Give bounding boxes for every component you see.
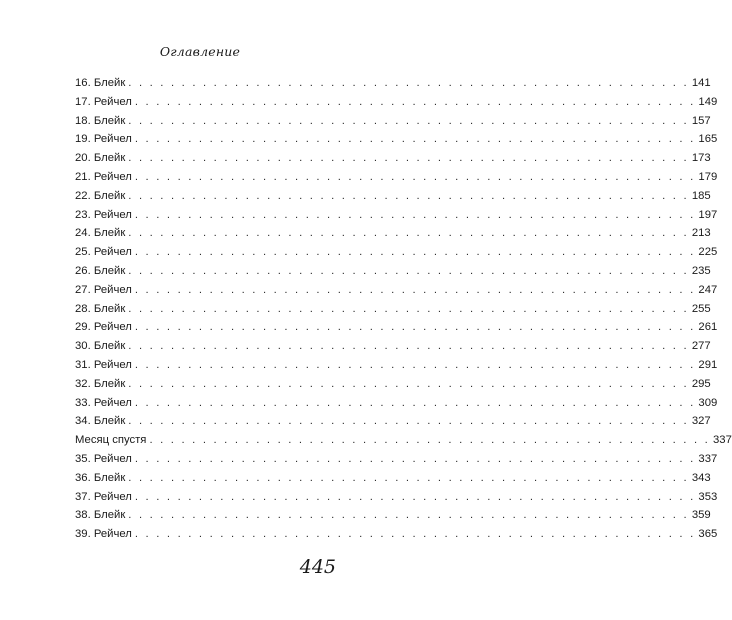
toc-dot-leader: . . . . . . . . . . . . . . . . . . . . . . . . . . . . . . . . . . . . . . . . . . . . . . . . . . . . .	[149, 434, 710, 447]
toc-dot-leader: . . . . . . . . . . . . . . . . . . . . . . . . . . . . . . . . . . . . . . . . . . . . . . . . . . . . .	[128, 302, 689, 315]
toc-dot-leader: . . . . . . . . . . . . . . . . . . . . . . . . . . . . . . . . . . . . . . . . . . . . . . . . . . . . .	[128, 77, 689, 89]
table-of-contents	[75, 74, 732, 544]
toc-dot-leader: . . . . . . . . . . . . . . . . . . . . . . . . . . . . . . . . . . . . . . . . . . . . . . . . . . . . .	[128, 264, 689, 277]
toc-dot-leader: . . . . . . . . . . . . . . . . . . . . . . . . . . . . . . . . . . . . . . . . . . . . . . . . . . . . .	[134, 283, 696, 296]
toc-entry	[75, 187, 711, 206]
toc-entry-title: 17. Рейчел	[75, 95, 132, 108]
toc-entry	[75, 488, 718, 507]
toc-entry	[75, 356, 718, 375]
toc-dot-leader: . . . . . . . . . . . . . . . . . . . . . . . . . . . . . . . . . . . . . . . . . . . . . . . . . . . . .	[134, 170, 696, 183]
toc-entry-title: 20. Блейк	[75, 152, 126, 165]
toc-entry-title: 33. Рейчел	[75, 396, 132, 409]
toc-entry	[75, 262, 711, 281]
toc-entry-page: 225	[698, 246, 718, 259]
toc-entry-page: 173	[691, 152, 711, 165]
toc-entry-title: 21. Рейчел	[75, 170, 132, 183]
toc-entry-title: 22. Блейк	[75, 189, 126, 202]
toc-entry-title: 35. Рейчел	[75, 452, 132, 465]
toc-entry-title: 30. Блейк	[75, 340, 126, 353]
toc-dot-leader: . . . . . . . . . . . . . . . . . . . . . . . . . . . . . . . . . . . . . . . . . . . . . . . . . . . . .	[134, 396, 696, 409]
toc-entry	[75, 206, 718, 225]
toc-entry	[75, 168, 718, 187]
toc-entry	[75, 149, 711, 168]
toc-entry	[75, 74, 711, 93]
toc-entry-page: 247	[698, 283, 718, 296]
toc-entry-page: 365	[698, 528, 718, 541]
toc-dot-leader: . . . . . . . . . . . . . . . . . . . . . . . . . . . . . . . . . . . . . . . . . . . . . . . . . . . . .	[128, 227, 689, 240]
toc-entry-title: 23. Рейчел	[75, 208, 132, 221]
toc-dot-leader: . . . . . . . . . . . . . . . . . . . . . . . . . . . . . . . . . . . . . . . . . . . . . . . . . . . . .	[128, 340, 689, 353]
toc-entry	[75, 450, 718, 469]
toc-entry-title: Месяц спустя	[75, 434, 147, 447]
toc-entry-page: 343	[691, 471, 711, 484]
toc-dot-leader: . . . . . . . . . . . . . . . . . . . . . . . . . . . . . . . . . . . . . . . . . . . . . . . . . . . . .	[134, 490, 696, 503]
toc-dot-leader: . . . . . . . . . . . . . . . . . . . . . . . . . . . . . . . . . . . . . . . . . . . . . . . . . . . . .	[134, 208, 696, 221]
toc-entry-page: 213	[691, 227, 711, 240]
toc-entry-page: 337	[698, 452, 718, 465]
toc-entry-title: 36. Блейк	[75, 471, 126, 484]
toc-dot-leader: . . . . . . . . . . . . . . . . . . . . . . . . . . . . . . . . . . . . . . . . . . . . . . . . . . . . .	[128, 377, 689, 390]
toc-dot-leader: . . . . . . . . . . . . . . . . . . . . . . . . . . . . . . . . . . . . . . . . . . . . . . . . . . . . .	[128, 189, 689, 202]
toc-entry	[75, 130, 718, 149]
toc-dot-leader: . . . . . . . . . . . . . . . . . . . . . . . . . . . . . . . . . . . . . . . . . . . . . . . . . . . . .	[134, 358, 696, 371]
toc-entry-title: 16. Блейк	[75, 77, 126, 89]
toc-entry-title: 18. Блейк	[75, 114, 126, 127]
toc-entry-page: 141	[691, 77, 711, 89]
toc-entry-page: 291	[698, 358, 718, 371]
toc-entry	[75, 431, 732, 450]
toc-entry-title: 25. Рейчел	[75, 246, 132, 259]
toc-entry-page: 327	[691, 415, 711, 428]
toc-entry-page: 255	[691, 302, 711, 315]
toc-entry-page: 309	[698, 396, 718, 409]
toc-entry	[75, 469, 711, 488]
toc-entry-title: 39. Рейчел	[75, 528, 132, 541]
toc-entry	[75, 375, 711, 394]
toc-entry-page: 157	[691, 114, 711, 127]
toc-dot-leader: . . . . . . . . . . . . . . . . . . . . . . . . . . . . . . . . . . . . . . . . . . . . . . . . . . . . .	[134, 95, 696, 108]
toc-entry-title: 38. Блейк	[75, 509, 126, 522]
toc-dot-leader: . . . . . . . . . . . . . . . . . . . . . . . . . . . . . . . . . . . . . . . . . . . . . . . . . . . . .	[134, 528, 696, 541]
toc-entry	[75, 281, 718, 300]
toc-dot-leader: . . . . . . . . . . . . . . . . . . . . . . . . . . . . . . . . . . . . . . . . . . . . . . . . . . . . .	[128, 471, 689, 484]
toc-entry-title: 34. Блейк	[75, 415, 126, 428]
toc-dot-leader: . . . . . . . . . . . . . . . . . . . . . . . . . . . . . . . . . . . . . . . . . . . . . . . . . . . . .	[128, 415, 689, 428]
toc-entry-title: 19. Рейчел	[75, 133, 132, 146]
toc-dot-leader: . . . . . . . . . . . . . . . . . . . . . . . . . . . . . . . . . . . . . . . . . . . . . . . . . . . . .	[134, 133, 696, 146]
toc-entry-page: 179	[698, 170, 718, 183]
toc-dot-leader: . . . . . . . . . . . . . . . . . . . . . . . . . . . . . . . . . . . . . . . . . . . . . . . . . . . . .	[134, 246, 696, 259]
toc-entry	[75, 394, 718, 413]
toc-entry-page: 149	[698, 95, 718, 108]
toc-entry-title: 26. Блейк	[75, 264, 126, 277]
toc-entry-title: 24. Блейк	[75, 227, 126, 240]
toc-dot-leader: . . . . . . . . . . . . . . . . . . . . . . . . . . . . . . . . . . . . . . . . . . . . . . . . . . . . .	[128, 509, 689, 522]
toc-dot-leader: . . . . . . . . . . . . . . . . . . . . . . . . . . . . . . . . . . . . . . . . . . . . . . . . . . . . .	[134, 321, 696, 334]
toc-dot-leader: . . . . . . . . . . . . . . . . . . . . . . . . . . . . . . . . . . . . . . . . . . . . . . . . . . . . .	[128, 114, 689, 127]
toc-entry-page: 185	[691, 189, 711, 202]
page-number: 445	[299, 556, 336, 578]
toc-entry	[75, 412, 711, 431]
toc-entry	[75, 243, 718, 262]
toc-dot-leader: . . . . . . . . . . . . . . . . . . . . . . . . . . . . . . . . . . . . . . . . . . . . . . . . . . . . .	[128, 152, 689, 165]
toc-entry	[75, 224, 711, 243]
toc-entry-page: 235	[691, 264, 711, 277]
toc-entry-page: 197	[698, 208, 718, 221]
toc-entry	[75, 525, 718, 544]
toc-entry	[75, 93, 718, 112]
toc-entry-title: 27. Рейчел	[75, 283, 132, 296]
running-head: Оглавление	[159, 44, 241, 59]
toc-entry-title: 37. Рейчел	[75, 490, 132, 503]
toc-entry-title: 32. Блейк	[75, 377, 126, 390]
toc-entry-page: 165	[698, 133, 718, 146]
toc-entry-title: 29. Рейчел	[75, 321, 132, 334]
toc-entry-title: 31. Рейчел	[75, 358, 132, 371]
toc-entry	[75, 318, 718, 337]
toc-entry-page: 359	[691, 509, 711, 522]
toc-entry-page: 295	[691, 377, 711, 390]
toc-entry	[75, 300, 711, 319]
toc-entry-page: 277	[691, 340, 711, 353]
toc-entry	[75, 506, 711, 525]
toc-entry-page: 353	[698, 490, 718, 503]
toc-entry-title: 28. Блейк	[75, 302, 126, 315]
toc-entry	[75, 112, 711, 131]
toc-entry-page: 261	[698, 321, 718, 334]
toc-dot-leader: . . . . . . . . . . . . . . . . . . . . . . . . . . . . . . . . . . . . . . . . . . . . . . . . . . . . .	[134, 452, 696, 465]
toc-entry	[75, 337, 711, 356]
toc-entry-page: 337	[713, 434, 732, 447]
